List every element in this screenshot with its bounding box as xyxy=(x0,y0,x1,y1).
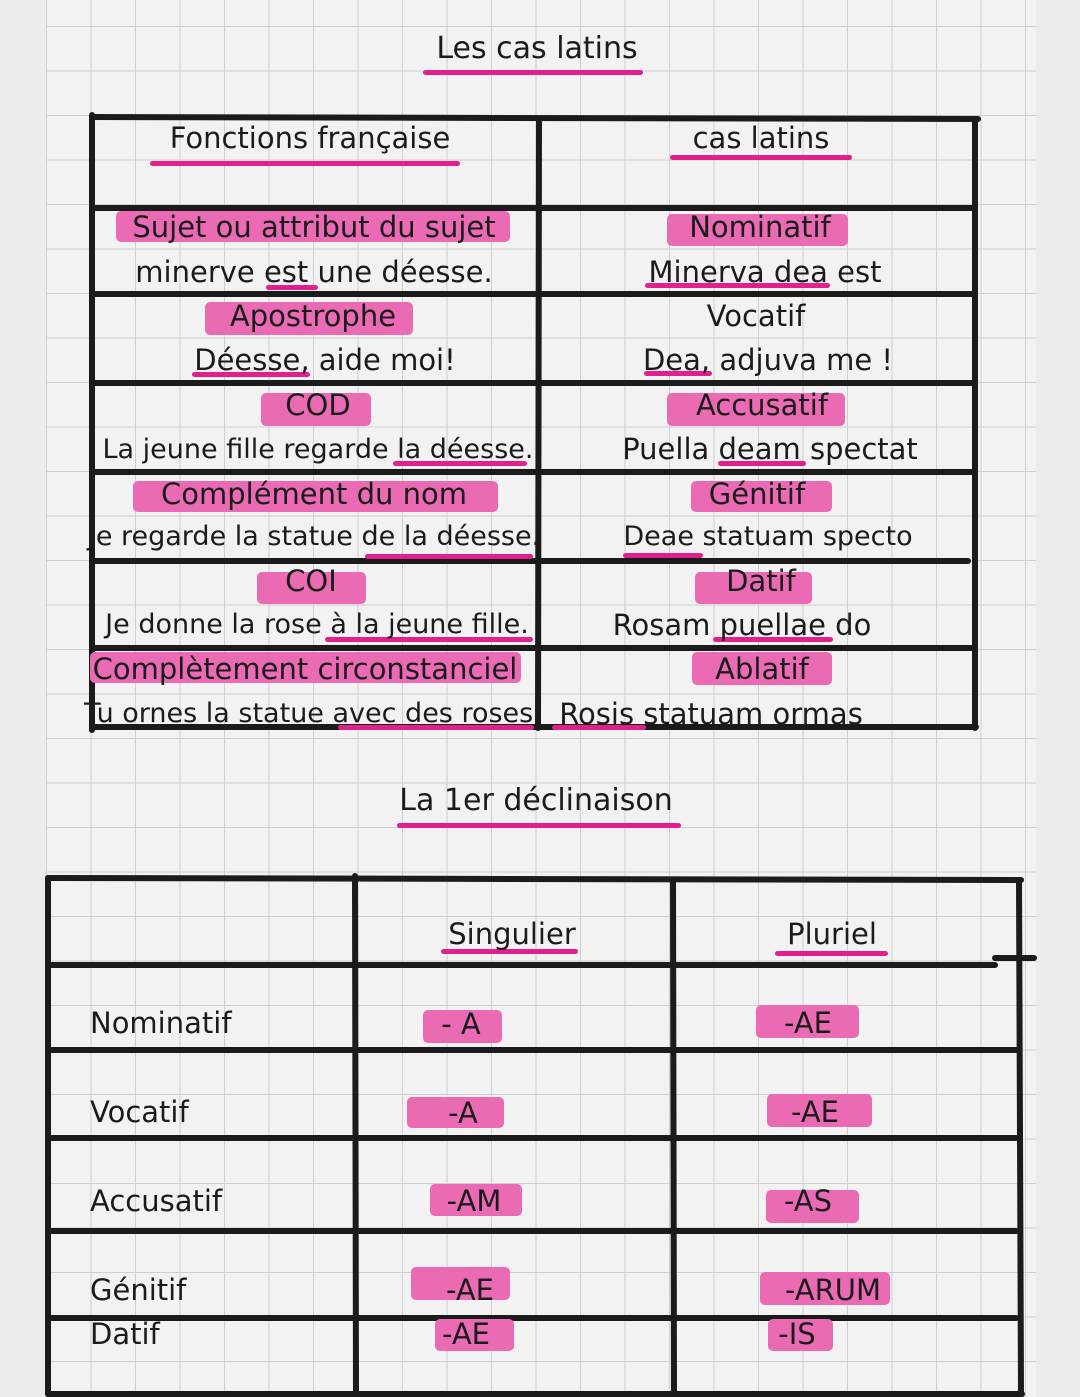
title-underline xyxy=(397,823,681,828)
french-function: COD xyxy=(285,388,351,422)
latin-case: Accusatif xyxy=(695,388,829,422)
french-function: Complément du nom xyxy=(161,477,467,511)
latin-case: Datif xyxy=(726,564,796,598)
french-function: Sujet ou attribut du sujet xyxy=(132,210,496,244)
latin-case: Génitif xyxy=(708,477,806,511)
french-example: La jeune fille regarde la déesse. xyxy=(102,434,534,465)
latin-example: Deae statuam specto xyxy=(623,521,913,552)
case-name: Vocatif xyxy=(90,1095,189,1129)
latin-example: Rosis statuam ormas xyxy=(559,697,863,731)
french-example: Déesse, aide moi! xyxy=(194,343,456,377)
latin-example: Rosam puellae do xyxy=(612,608,872,642)
plural-ending: -AS xyxy=(783,1184,833,1218)
latin-case: Nominatif xyxy=(689,210,831,244)
case-name: Datif xyxy=(90,1317,160,1351)
french-function: Apostrophe xyxy=(229,299,397,333)
latin-example: Dea, adjuva me ! xyxy=(642,343,894,377)
singular-ending: -AE xyxy=(446,1273,494,1307)
french-function: COI xyxy=(285,564,337,598)
case-name: Génitif xyxy=(90,1273,187,1307)
latin-case: Ablatif xyxy=(715,652,809,686)
singular-ending: - A xyxy=(441,1007,481,1041)
title-underline xyxy=(423,70,643,75)
latin-case: Vocatif xyxy=(706,299,806,333)
header-plural: Pluriel xyxy=(787,917,877,951)
declension-title: La 1er déclinaison xyxy=(399,783,673,818)
plural-ending: -IS xyxy=(778,1317,816,1351)
plural-ending: -AE xyxy=(784,1006,832,1040)
singular-ending: -AE xyxy=(442,1317,490,1351)
header-latin-cases: cas latins xyxy=(692,121,830,155)
french-example: minerve est une déesse. xyxy=(135,255,493,289)
cases-title: Les cas latins xyxy=(436,31,638,66)
case-name: Accusatif xyxy=(90,1184,223,1218)
latin-example: Puella deam spectat xyxy=(622,432,918,466)
french-function: Complètement circonstanciel xyxy=(92,652,518,686)
singular-ending: -AM xyxy=(446,1184,502,1218)
french-example: Je regarde la statue de la déesse. xyxy=(87,521,541,552)
header-singular: Singulier xyxy=(448,917,576,951)
header-french-functions: Fonctions française xyxy=(169,121,451,155)
french-example: Je donne la rose à la jeune fille. xyxy=(105,609,529,640)
plural-ending: -ARUM xyxy=(784,1273,882,1307)
french-example: Tu ornes la statue avec des roses. xyxy=(84,698,542,729)
singular-ending: -A xyxy=(448,1096,478,1130)
case-name: Nominatif xyxy=(90,1006,232,1040)
plural-ending: -AE xyxy=(791,1095,839,1129)
header-underline xyxy=(150,161,460,166)
latin-example: Minerva dea est xyxy=(648,255,882,289)
